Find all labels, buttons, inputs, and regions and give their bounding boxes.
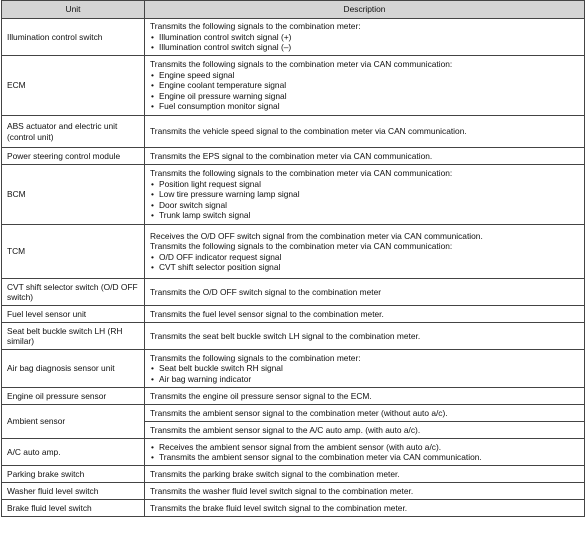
description-cell [145,439,585,466]
list-item: • Receives the ambient sensor signal from the ambient sensor (with auto a/c). [150,442,580,453]
unit-cell: Engine oil pressure sensor [2,388,145,405]
table-row [2,225,585,279]
list-item: • Door switch signal [150,200,580,211]
unit-cell: Seat belt buckle switch LH (RH similar) [2,323,145,350]
signal-list [150,442,580,463]
list-item: • Illumination control switch signal (+) [150,32,580,43]
unit-cell: TCM [2,225,145,279]
table-body [2,19,585,517]
list-item: • CVT shift selector position signal [150,262,580,273]
description-cell: Transmits the parking brake switch signal to the combination meter. [145,466,585,483]
signal-list [150,179,580,221]
unit-cell: Parking brake switch [2,466,145,483]
unit-cell: A/C auto amp. [2,439,145,466]
description-cell: Transmits the EPS signal to the combination meter via CAN communication. [145,148,585,165]
unit-cell: BCM [2,165,145,225]
description-intro: Transmits the following signals to the combination meter: [150,21,361,32]
description-cell [145,350,585,388]
unit-cell: Illumination control switch [2,19,145,56]
table-row [2,439,585,466]
list-item: • Fuel consumption monitor signal [150,101,580,112]
description-intro: Transmits the following signals to the combination meter: [150,352,361,363]
unit-cell: CVT shift selector switch (O/D OFF switch) [2,279,145,306]
description-cell [145,56,585,116]
list-item: • Illumination control switch signal (–) [150,42,580,53]
table-row [2,148,585,165]
table-row [2,165,585,225]
table-row [2,350,585,388]
description-cell [145,19,585,56]
description-cell [145,165,585,225]
list-item: • Low tire pressure warning lamp signal [150,189,580,200]
unit-cell: ECM [2,56,145,116]
description-cell: Transmits the O/D OFF switch signal to the combination meter [145,279,585,306]
list-item: • Engine oil pressure warning signal [150,91,580,102]
unit-cell: Air bag diagnosis sensor unit [2,350,145,388]
table-row [2,116,585,148]
unit-cell: Ambient sensor [2,405,145,439]
list-item: • O/D OFF indicator request signal [150,252,580,263]
signal-list [150,32,580,53]
description-intro: Transmits the following signals to the combination meter via CAN communication: [150,59,453,70]
table-row [2,466,585,483]
table-row [2,306,585,323]
table-row [2,279,585,306]
list-item: • Trunk lamp switch signal [150,210,580,221]
description-cell: Transmits the ambient sensor signal to the A/C auto amp. (with auto a/c). [145,422,585,439]
signal-list [150,70,580,112]
table-row [2,56,585,116]
list-item: • Transmits the ambient sensor signal to the combination meter via CAN communication. [150,452,580,463]
description-cell [145,225,585,279]
table-header-row [2,1,585,19]
table-row [2,323,585,350]
unit-column-header: Unit [2,1,145,19]
signal-list [150,363,580,384]
description-cell: Transmits the vehicle speed signal to the combination meter via CAN communication. [145,116,585,148]
description-cell: Transmits the brake fluid level switch signal to the combination meter. [145,500,585,517]
unit-cell: Washer fluid level switch [2,483,145,500]
list-item: • Air bag warning indicator [150,374,580,385]
table-row [2,19,585,56]
list-item: • Seat belt buckle switch RH signal [150,363,580,374]
list-item: • Engine speed signal [150,70,580,81]
description-cell: Transmits the ambient sensor signal to the combination meter (without auto a/c). [145,405,585,422]
unit-cell: Brake fluid level switch [2,500,145,517]
description-column-header: Description [145,1,585,19]
description-cell: Transmits the engine oil pressure sensor signal to the ECM. [145,388,585,405]
unit-cell: Fuel level sensor unit [2,306,145,323]
description-cell: Transmits the washer fluid level switch signal to the combination meter. [145,483,585,500]
description-cell: Transmits the seat belt buckle switch LH signal to the combination meter. [145,323,585,350]
table-row [2,500,585,517]
list-item: • Position light request signal [150,179,580,190]
description-cell: Transmits the fuel level sensor signal to the combination meter. [145,306,585,323]
unit-cell: ABS actuator and electric unit (control unit) [2,116,145,148]
table-row [2,388,585,405]
table-row [2,483,585,500]
description-intro: Transmits the following signals to the combination meter via CAN communication: [150,241,453,251]
list-item: • Engine coolant temperature signal [150,80,580,91]
signal-table [1,0,585,517]
description-intro: Receives the O/D OFF switch signal from the combination meter via CAN communication. [150,230,483,241]
signal-list [150,252,580,273]
description-intro: Transmits the following signals to the combination meter via CAN communication: [150,168,453,179]
unit-cell: Power steering control module [2,148,145,165]
table-row [2,405,585,422]
